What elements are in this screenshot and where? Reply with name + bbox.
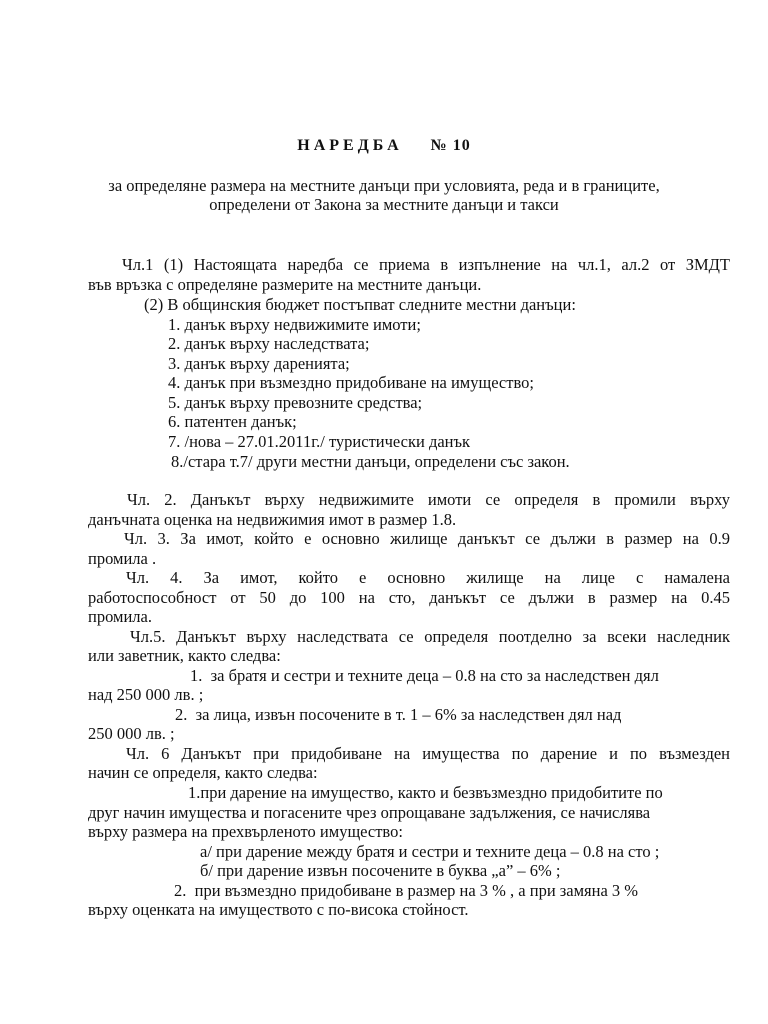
title-number: № 10 <box>430 137 471 154</box>
art5-item-2-line-1: 2. за лица, извън посочените в т. 1 – 6% за наследствен дял над <box>175 705 622 724</box>
art4-line-2: работоспособност от 50 до 100 на сто, данъкът се дължи в размер на 0.45 <box>88 588 730 607</box>
art6-item-2-line-1: 2. при възмездно придобиване в размер на 3 % , а при замяна 3 % <box>174 881 639 900</box>
art6-item-1-line-3: върху размера на прехвърленото имущество: <box>88 822 403 841</box>
art5-line-1: Чл.5. Данъкът върху наследствата се определя поотделно за всеки наследник <box>130 627 730 646</box>
document-title <box>0 136 768 156</box>
subtitle-line-1: за определяне размера на местните данъци при условията, реда и в границите, <box>108 176 660 195</box>
art1-item-4: 4. данък при възмездно придобиване на имущество; <box>168 373 534 392</box>
art5-item-1-line-2: над 250 000 лв. ; <box>88 685 204 704</box>
art1-item-2: 2. данък върху наследствата; <box>168 334 370 353</box>
art6-item-1-line-2: друг начин имущества и погасените чрез опрощаване задължения, се начислява <box>88 803 651 822</box>
art5-item-1-line-1: 1. за братя и сестри и техните деца – 0.8 на сто за наследствен дял <box>190 666 659 685</box>
subtitle-line-2: определени от Закона за местните данъци и такси <box>209 195 559 214</box>
art3-line-1: Чл. 3. За имот, който е основно жилище данъкът се дължи в размер на 0.9 <box>124 529 730 548</box>
art1-item-5: 5. данък върху превозните средства; <box>168 393 423 412</box>
art5-item-2-line-2: 250 000 лв. ; <box>88 724 175 743</box>
art6-line-2: начин се определя, както следва: <box>88 763 318 782</box>
art1-line-2: във връзка с определяне размерите на местните данъци. <box>88 275 482 294</box>
art1-item-7: 7. /нова – 27.01.2011г./ туристически данък <box>168 432 471 451</box>
art6-subitem-a: а/ при дарение между братя и сестри и техните деца – 0.8 на сто ; <box>200 842 660 861</box>
art1-para-2: (2) В общинския бюджет постъпват следните местни данъци: <box>144 295 576 314</box>
art1-line-1: Чл.1 (1) Настоящата наредба се приема в изпълнение на чл.1, ал.2 от ЗМДТ <box>122 255 730 274</box>
art1-item-3: 3. данък върху даренията; <box>168 354 350 373</box>
art6-subitem-b: б/ при дарение извън посочените в буква „а” – 6% ; <box>200 861 561 880</box>
art6-item-2-line-2: върху оценката на имуществото с по-висока стойност. <box>88 900 469 919</box>
title-word: НАРЕДБА <box>297 137 403 154</box>
art1-item-1: 1. данък върху недвижимите имоти; <box>168 315 421 334</box>
art1-item-6: 6. патентен данък; <box>168 412 297 431</box>
art5-line-2: или заветник, както следва: <box>88 646 281 665</box>
art4-line-3: промила. <box>88 607 152 626</box>
art2-line-1: Чл. 2. Данъкът върху недвижимите имоти се определя в промили върху <box>127 490 730 509</box>
art6-item-1-line-1: 1.при дарение на имущество, както и безвъзмездно придобитите по <box>188 783 663 802</box>
art4-line-1: Чл. 4. За имот, който е основно жилище на лице с намалена <box>126 568 730 587</box>
art1-item-8: 8./стара т.7/ други местни данъци, определени със закон. <box>171 452 570 471</box>
art2-line-2: данъчната оценка на недвижимия имот в размер 1.8. <box>88 510 457 529</box>
art3-line-2: промила . <box>88 549 157 568</box>
art6-line-1: Чл. 6 Данъкът при придобиване на имущества по дарение и по възмезден <box>126 744 730 763</box>
